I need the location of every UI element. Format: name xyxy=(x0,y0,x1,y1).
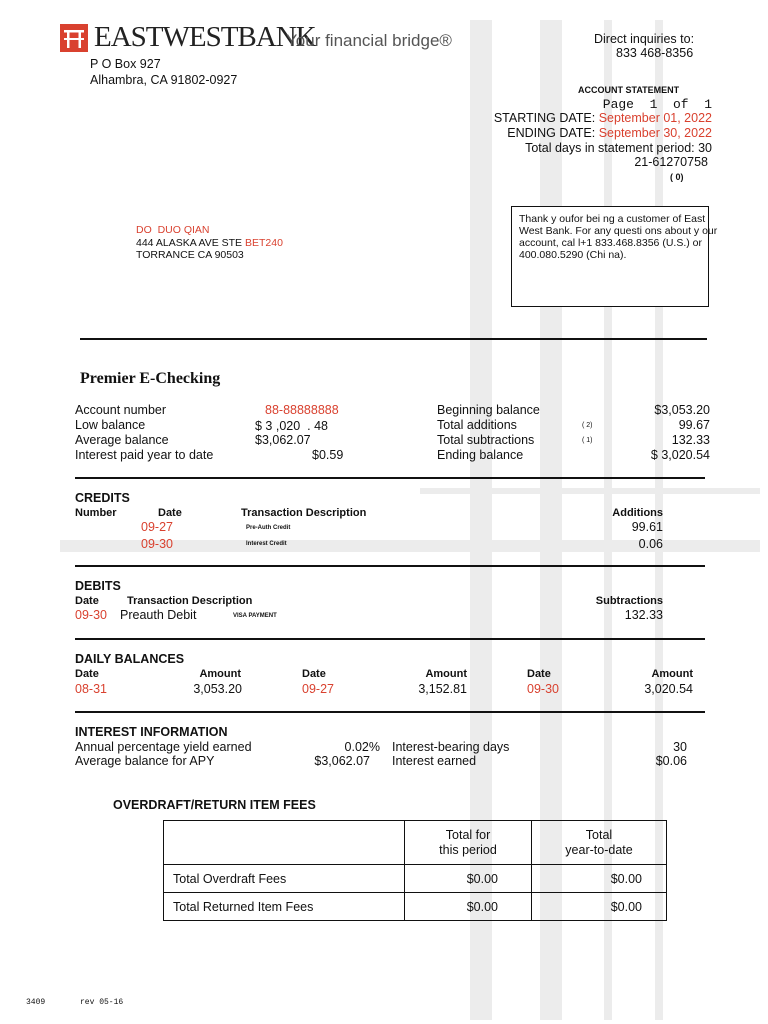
bank-logo-icon xyxy=(60,24,88,52)
thank-you-line-2: West Bank. For any questi ons about y our xyxy=(519,225,718,237)
ending-date-value: September 30, 2022 xyxy=(598,126,712,140)
credits-header-desc: Transaction Description xyxy=(241,507,367,519)
daily-entry-3-date: 09-30 xyxy=(527,682,559,696)
fees-header-period-2: this period xyxy=(439,842,497,857)
statement-days: Total days in statement period: 30 xyxy=(525,141,712,155)
debit-row-1-desc: Preauth Debit xyxy=(120,608,197,622)
account-number-value: 88-88888888 xyxy=(265,403,339,417)
debits-header-amount: Subtractions xyxy=(595,595,663,607)
credit-row-2-date: 09-30 xyxy=(141,537,173,551)
fees-header-ytd-1: Total xyxy=(585,827,613,842)
fees-header-period-1: Total for xyxy=(445,827,491,842)
bank-tagline: Your financial bridge® xyxy=(286,31,452,50)
divider-debits xyxy=(75,638,705,640)
customer-address-suite: BET240 xyxy=(244,237,283,249)
bank-logo xyxy=(60,24,88,52)
total-additions-value: 99.67 xyxy=(678,418,710,432)
daily-entry-1-amount: 3,053.20 xyxy=(193,682,242,696)
bank-address-2: Alhambra, CA 91802-0927 xyxy=(90,73,238,87)
watermark-band-2 xyxy=(420,488,760,494)
customer-address-street: 444 ALASKA AVE STE xyxy=(136,237,245,249)
fees-header-ytd-2: year-to-date xyxy=(565,842,633,857)
apy-label: Annual percentage yield earned xyxy=(75,740,252,754)
credits-header-date: Date xyxy=(158,507,182,519)
debit-row-1-amount: 132.33 xyxy=(624,608,663,622)
debit-row-1-date: 09-30 xyxy=(75,608,107,622)
low-balance-label: Low balance xyxy=(75,418,146,432)
total-subtractions-label: Total subtractions xyxy=(437,433,535,447)
total-additions-count: ( 2) xyxy=(582,422,593,429)
apy-value: 0.02% xyxy=(344,740,380,754)
customer-city: TORRANCE CA 90503 xyxy=(136,249,244,261)
inquiries-label: Direct inquiries to: xyxy=(594,32,695,46)
fees-table xyxy=(163,820,667,921)
fees-header-blank xyxy=(164,821,405,865)
statement-page: Page 1 of 1 xyxy=(602,97,712,112)
interest-title: INTEREST INFORMATION xyxy=(75,725,228,739)
fees-header-row xyxy=(164,821,667,865)
interest-earned-label: Interest earned xyxy=(392,754,477,768)
customer-name: DO DUO QIAN xyxy=(136,224,210,236)
statement-title: ACCOUNT STATEMENT xyxy=(578,85,680,95)
interest-days-label: Interest-bearing days xyxy=(392,740,510,754)
fees-header-ytd xyxy=(532,821,667,865)
divider-credits xyxy=(75,565,705,567)
product-title: Premier E-Checking xyxy=(80,370,221,387)
credits-header-amount: Additions xyxy=(612,507,663,519)
fees-row-1-ytd: $0.00 xyxy=(532,865,667,893)
low-balance-value: $ 3 ,020 . 48 xyxy=(255,419,328,433)
thank-you-line-3: account, cal l+1 833.468.8356 (U.S.) or xyxy=(519,237,702,249)
interest-ytd-label: Interest paid year to date xyxy=(75,448,214,462)
credit-row-1-date: 09-27 xyxy=(141,520,173,534)
credits-header-number: Number xyxy=(75,507,117,519)
avg-apy-label: Average balance for APY xyxy=(75,754,215,768)
ending-date-label: ENDING DATE: xyxy=(507,126,596,140)
bank-name: EASTWESTBANK xyxy=(94,21,316,53)
daily-header-amount-2: Amount xyxy=(425,668,467,680)
average-balance-label: Average balance xyxy=(75,433,169,447)
credit-row-1-desc: Pre-Auth Credit xyxy=(246,525,291,531)
statement-code: ( 0) xyxy=(670,172,684,182)
daily-header-date-1: Date xyxy=(75,668,99,680)
account-reference: 21-61270758 xyxy=(634,155,708,169)
divider-daily xyxy=(75,711,705,713)
starting-date-value: September 01, 2022 xyxy=(598,111,712,125)
footer-rev: rev 05-16 xyxy=(80,998,124,1007)
interest-days-value: 30 xyxy=(673,740,687,754)
interest-earned-value: $0.06 xyxy=(655,754,687,768)
debits-header-desc: Transaction Description xyxy=(127,595,253,607)
footer-code: 3409 xyxy=(26,998,46,1007)
daily-balances-title: DAILY BALANCES xyxy=(75,652,185,666)
debit-row-1-memo: VISA PAYMENT xyxy=(233,613,277,619)
fees-row-1-period: $0.00 xyxy=(405,865,532,893)
daily-entry-2-date: 09-27 xyxy=(302,682,334,696)
interest-ytd-value: $0.59 xyxy=(312,448,344,462)
credits-title: CREDITS xyxy=(75,491,130,505)
customer-address xyxy=(136,237,283,249)
total-subtractions-value: 132.33 xyxy=(671,433,710,447)
daily-entry-2-amount: 3,152.81 xyxy=(418,682,467,696)
credit-row-2-desc: Interest Credit xyxy=(246,541,287,547)
total-additions-label: Total additions xyxy=(437,418,517,432)
ending-balance-value: $ 3,020.54 xyxy=(650,448,710,462)
thank-you-line-4: 400.080.5290 (Chi na). xyxy=(519,249,627,261)
fees-header-period xyxy=(405,821,532,865)
daily-header-amount-3: Amount xyxy=(651,668,693,680)
fees-row xyxy=(164,865,667,893)
fees-row-1-label: Total Overdraft Fees xyxy=(164,865,405,893)
fees-row-2-ytd: $0.00 xyxy=(532,893,667,921)
inquiries-phone: 833 468-8356 xyxy=(616,46,694,60)
fees-title: OVERDRAFT/RETURN ITEM FEES xyxy=(113,798,316,812)
bank-address-1: P O Box 927 xyxy=(90,57,161,71)
starting-date xyxy=(494,111,712,125)
ending-balance-label: Ending balance xyxy=(437,448,524,462)
daily-header-date-2: Date xyxy=(302,668,326,680)
daily-entry-1-date: 08-31 xyxy=(75,682,107,696)
daily-header-amount-1: Amount xyxy=(199,668,241,680)
account-number-label: Account number xyxy=(75,403,167,417)
beginning-balance-value: $3,053.20 xyxy=(654,403,710,417)
debits-title: DEBITS xyxy=(75,579,121,593)
thank-you-line-1: Thank y oufor bei ng a customer of East xyxy=(519,213,706,225)
average-balance-value: $3,062.07 xyxy=(255,433,311,447)
starting-date-label: STARTING DATE: xyxy=(493,111,596,125)
fees-row xyxy=(164,893,667,921)
divider-top xyxy=(80,338,707,340)
divider-summary xyxy=(75,477,705,479)
total-subtractions-count: ( 1) xyxy=(582,437,593,444)
daily-header-date-3: Date xyxy=(527,668,551,680)
credit-row-1-amount: 99.61 xyxy=(631,520,663,534)
fees-row-2-label: Total Returned Item Fees xyxy=(164,893,405,921)
debits-header-date: Date xyxy=(75,595,99,607)
daily-entry-3-amount: 3,020.54 xyxy=(644,682,693,696)
ending-date xyxy=(507,126,712,140)
fees-row-2-period: $0.00 xyxy=(405,893,532,921)
beginning-balance-label: Beginning balance xyxy=(437,403,540,417)
credit-row-2-amount: 0.06 xyxy=(638,537,663,551)
avg-apy-value: $3,062.07 xyxy=(314,754,370,768)
